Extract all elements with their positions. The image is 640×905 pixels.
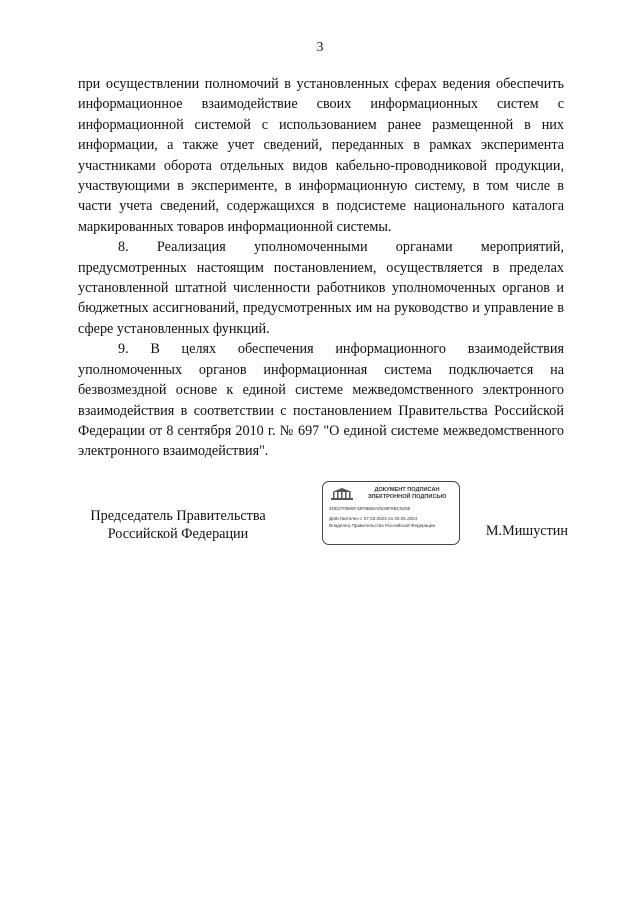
paragraph-8: 8. Реализация уполномоченными органами мероприятий, предусмотренных настоящим постановлением, осуществляется в пределах установленной штатной численности работников уполномоченных органов и бюджетных ассигнований, предусмотренных им на руководство и управление в сфере установленных функций. — [78, 239, 564, 337]
electronic-signature-stamp — [322, 481, 460, 545]
stamp-heading-line1: ДОКУМЕНТ ПОДПИСАН — [374, 487, 440, 493]
document-body — [78, 74, 564, 462]
signature-block — [78, 487, 568, 563]
page-number: 3 — [316, 40, 324, 55]
signer-title — [78, 507, 278, 543]
stamp-heading — [357, 487, 457, 501]
stamp-certificate: 4DD270986F33F8B56A0039F8BC5035 — [329, 506, 411, 511]
stamp-validity: Действителен с 07.03.2023 по 30.05.2024 — [329, 516, 418, 521]
stamp-owner: Владелец Правительство Российской Федерации — [329, 523, 436, 528]
paragraph-continuation: при осуществлении полномочий в установленных сферах ведения обеспечить информационное взаимодействие своих информационных систем с информационной системой с использованием ранее размещенной в них информации, а также учет сведений, переданных в рамках эксперимента участниками оборота отдельных видов кабельно-проводниковой продукции, участвующими в эксперименте, в информационную систему, в том числе в части учета сведений, содержащихся в подсистеме национального каталога маркированных товаров информационной системы. — [78, 76, 564, 235]
government-emblem-icon — [330, 487, 354, 501]
stamp-heading-line2: ЭЛЕКТРОННОЙ ПОДПИСЬЮ — [367, 494, 447, 500]
paragraph-9: 9. В целях обеспечения информационного взаимодействия уполномоченных органов информационная система подключается на безвозмездной основе к единой системе межведомственного электронного взаимодействия в соответствии с постановлением Правительства Российской Федерации от 8 сентября 2010 г. № 697 "О единой системе межведомственного электронного взаимодействия". — [78, 341, 564, 460]
signer-name: М.Мишустин — [485, 523, 568, 539]
signer-title-line1: Председатель Правительства — [90, 508, 266, 524]
signer-title-line2: Российской Федерации — [107, 526, 249, 542]
